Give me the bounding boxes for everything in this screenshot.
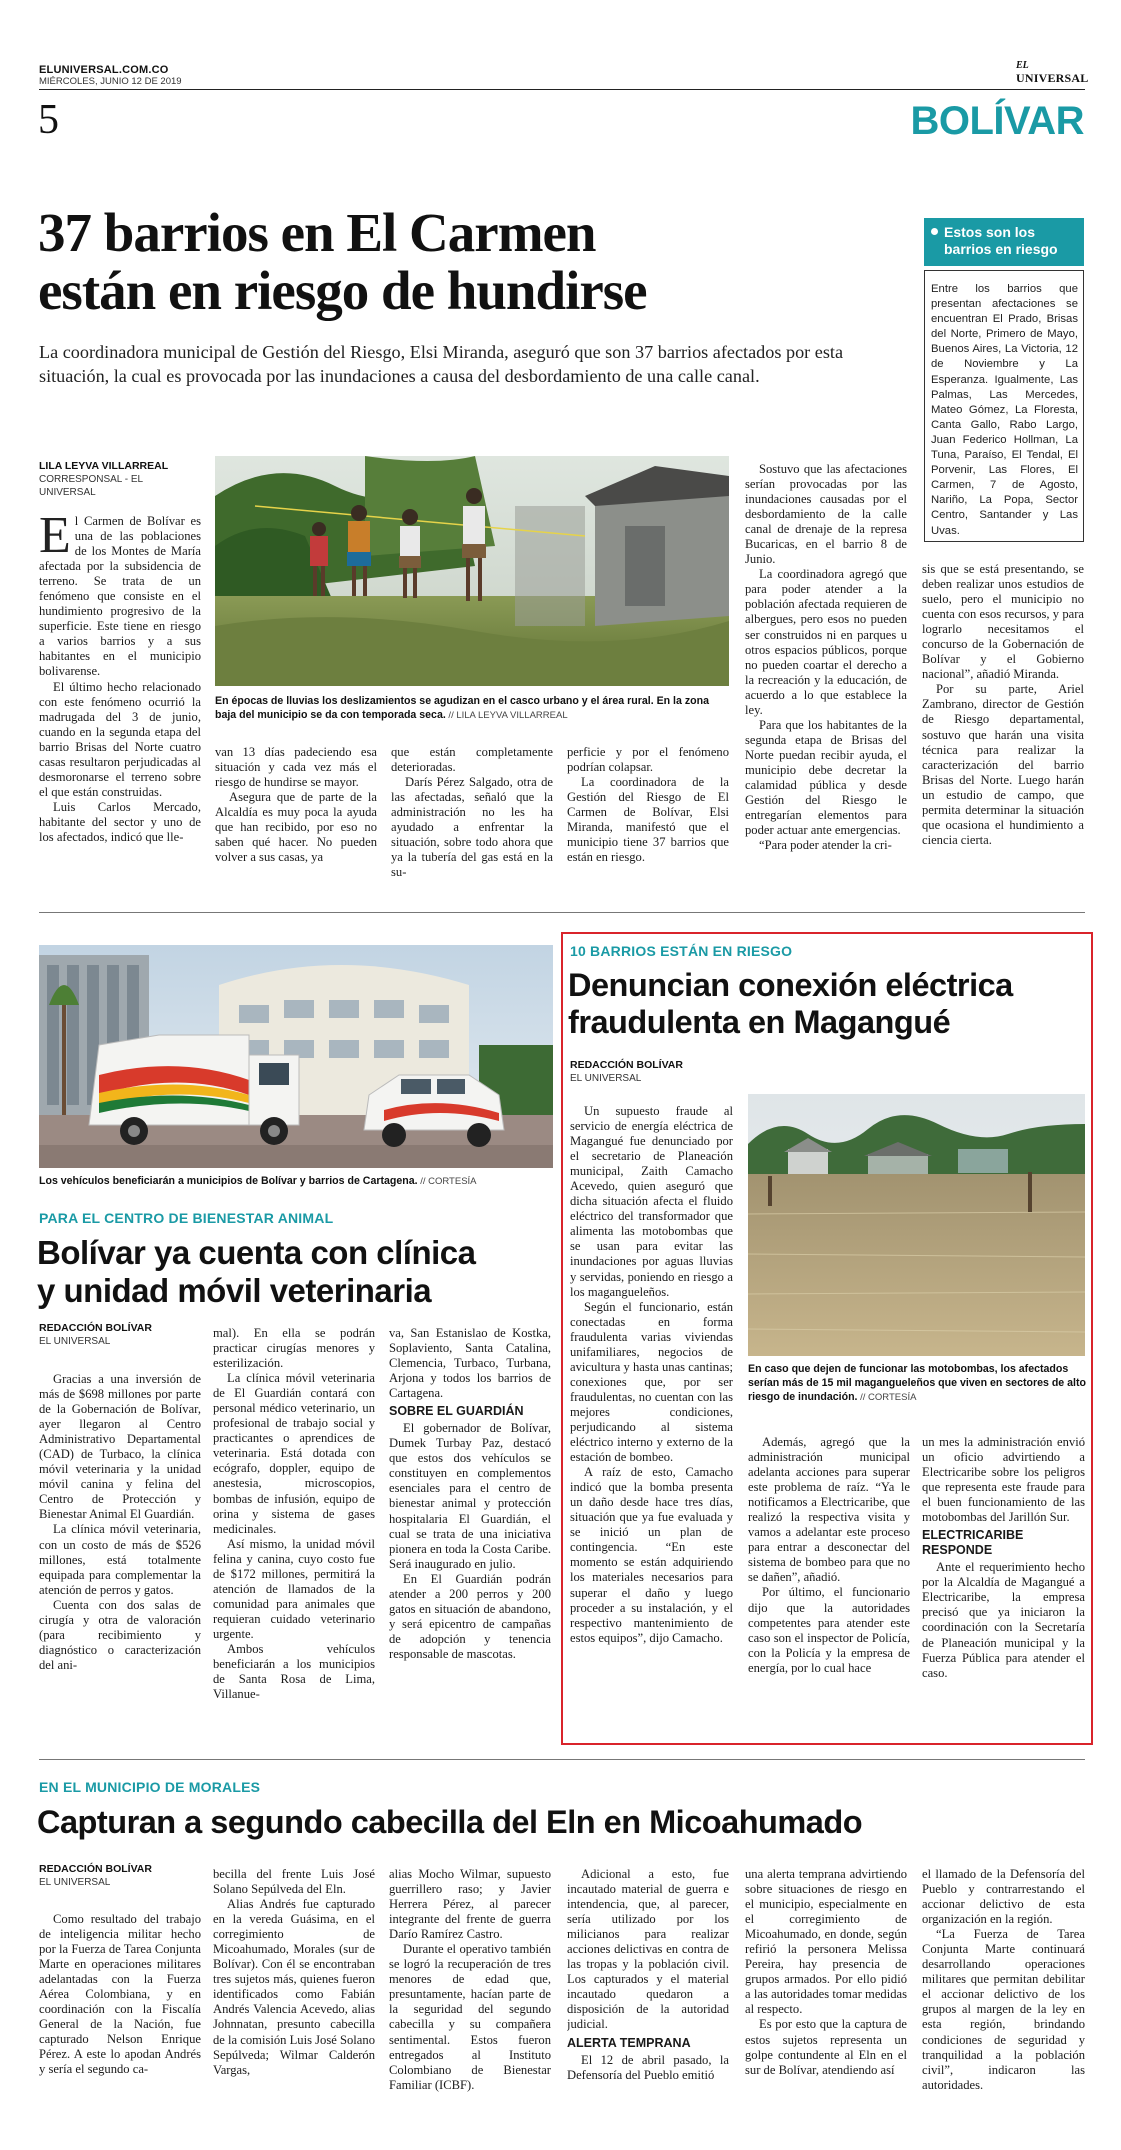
article4-headline: Capturan a segundo cabecilla del Eln en Micoahumado: [37, 1804, 863, 1840]
risk-box-title: Estos son los barrios en riesgo: [944, 224, 1058, 257]
article2-col1: Gracias a una inversión de más de $698 millones por parte de la Gobernación de Bolívar, ayer llegaron al Centro Administrativo Departamental (CAD) de Turbaco, la clínica móvil veterinaria y la unidad móvil canina y felina del Centro de Protección y Bienestar Animal El Guardián. La clínica móvil veterinaria, con un costo de más de $526 millones, está totalmente equipada para complementar la atención de perros y gatos. Cuenta con dos salas de cirugía y otra de valoración (para recibimiento y diagnóstico o caracterización del ani-: [39, 1372, 201, 1672]
risk-box-text: Entre los barrios que presentan afectaciones se encuentran El Prado, Brisas del Norte, Primero de Mayo, Buenos Aires, La Victoria, 12 de Noviembre y La Esperanza. Igualmente, Las Palmas, Las Mercedes, Mateo Gómez, La Floresta, Canta Gallo, Rabo Largo, Juan Federico Hollman, La Tuna, Paraíso, El Tendal, El Porvenir, Las Flores, El Carmen, 7 de Agosto, Nariño, La Popa, Sector Centro, Santander y Las Uvas.: [931, 283, 1078, 537]
article2-headline: Bolívar ya cuenta con clínica y unidad móvil veterinaria: [37, 1234, 476, 1309]
article3-caption: En caso que dejen de funcionar las motobombas, los afectados serían más de 15 mil magangueleños que viven en sectores de alto riesgo de inundación. // CORTESÍA: [748, 1363, 1086, 1403]
article4-col2: becilla del frente Luis José Solano Sepúlveda del Eln. Alias Andrés fue capturado en la vereda Guásima, en el corregimiento de Micoahumado, Morales (sur de Bolívar). Con él se encontraban tres sujetos más, quienes fueron identificados como Fabián Andrés Valencia Acevedo, alias Johnnatan, presunto cabecilla de la comisión Luis José Solano Sepúlveda; Wilmar Calderón Vargas,: [213, 1867, 375, 2077]
site-url[interactable]: ELUNIVERSAL.COM.CO: [39, 64, 169, 76]
brand-logo-top: EL: [1016, 60, 1029, 71]
risk-box: [924, 270, 1084, 542]
article3-kicker: 10 BARRIOS ESTÁN EN RIESGO: [570, 943, 793, 959]
article1-col3: que están completamente deterioradas. Darís Pérez Salgado, otra de las afectadas, señaló que la administración no les ha ayudado a enfrentar la situación, sobre todo ahora que ya la tubería del gas está en la su-: [391, 745, 553, 880]
brand-logo: UNIVERSAL: [1016, 71, 1089, 85]
article1-photo: [215, 456, 729, 686]
section-title: BOLÍVAR: [910, 99, 1084, 143]
article4-col6: el llamado de la Defensoría del Pueblo y contrarrestando el accionar delictivo de esta organización en la región. “La Fuerza de Tarea Conjunta Marte continuará desarrollando operaciones militares que permitan debilitar el accionar delictivo de los grupos al margen de la ley en esta región, brindando condiciones de seguridad y tranquilidad a la población civil”, indicaron las autoridades.: [922, 1867, 1085, 2092]
article3-col1: Un supuesto fraude al servicio de energía eléctrica de Magangué fue denunciado por el secretario de Planeación municipal, Zaith Camacho Acevedo, quien aseguró que dicha situación afecta el fluido eléctrico del transformador que alimenta las motobombas que se usan para evitar las inundaciones por aguas lluvias y servidas, poniendo en riesgo a los magangueleños. Según el funcionario, están conectadas en forma fraudulenta varias viviendas unifamiliares, negocios de avicultura y hasta unas cantinas; conexiones que, por ser fraudulentas, no cuentan con las mejores condiciones, perjudicando al sistema eléctrico interno y externo de la estación de bombeo. A raíz de esto, Camacho indicó que la bomba presenta un daño desde hace tres días, situación que ya fue evaluada y se inició un plan de contingencia. “En este momento se están adquiriendo los materiales necesarios para superar el daño y luego proceder a su instalación, y el respectivo mantenimiento de estos equipos”, dijo Camacho.: [570, 1104, 733, 1645]
article4-col1: Como resultado del trabajo de inteligencia militar hecho por la Fuerza de Tarea Conjunta Marte en operaciones militares adelantadas con la Fuerza Aérea Colombiana, y en coordinación con la Fiscalía General de la Nación, fue capturado Nelson Enrique Pérez. A este lo apodan Andrés y sería el segundo ca-: [39, 1912, 201, 2077]
article2-col2: mal). En ella se podrán practicar cirugías menores y esterilización. La clínica móvil veterinaria de El Guardián contará con personal médico veterinario, un profesional de trabajo social y practicantes o aprendices de veterinaria. Está dotada con ecógrafo, doppler, equipo de anestesia, microscopios, bombas de infusión, equipo de orina y sistema de gases medicinales. Así mismo, la unidad móvil felina y canina, cuyo costo fue de $172 millones, permitirá la atención de llamados de la comunidad para animales que requieran cuidado veterinario urgente. Ambos vehículos beneficiarán a los municipios de Santa Rosa de Lima, Villanue-: [213, 1326, 375, 1702]
article4-col3: alias Mocho Wilmar, supuesto guerrillero raso; y Javier Herrera Pérez, al parecer integrante del frente de guerra Darío Ramírez Castro. Durante el operativo también se logró la recuperación de tres menores de edad que, presuntamente, hacían parte de la seguridad del segundo cabecilla y su compañera sentimental. Estos fueron entregados al Instituto Colombiano de Bienestar Familiar (ICBF).: [389, 1867, 551, 2092]
article1-byline: LILA LEYVA VILLARREAL CORRESPONSAL - EL UNIVERSAL: [39, 460, 169, 498]
article1-col2: van 13 días padeciendo esa situación y cada vez más el riesgo de hundirse se mayor. Asegura que de parte de la Alcaldía es muy poca la ayuda que han recibido, por eso no saben qué hacer. No pueden volver a sus casas, ya: [215, 745, 377, 865]
article2-col3: va, San Estanislao de Kostka, Soplaviento, Santa Catalina, Clemencia, Turbaco, Turbana, Arjona y todos los barrios de Cartagena. SOBRE EL GUARDIÁN El gobernador de Bolívar, Dumek Turbay Paz, destacó que estos dos vehículos se constituyen en complementos esenciales para el centro de bienestar animal y protección hospitalaria El Guardián, el cual se trata de una iniciativa pionera en toda la Costa Caribe. Será inaugurado en julio. En El Guardián podrán atender a 200 perros y 200 gatos en situación de abandono, y será epicentro de campañas de adopción y tenencia responsable de mascotas.: [389, 1326, 551, 1661]
bullet-icon: [931, 228, 938, 235]
article3-headline: Denuncian conexión eléctrica fraudulenta en Magangué: [568, 967, 1013, 1040]
article4-kicker: EN EL MUNICIPIO DE MORALES: [39, 1779, 261, 1795]
article2-kicker: PARA EL CENTRO DE BIENESTAR ANIMAL: [39, 1210, 334, 1226]
article1-col1: El Carmen de Bolívar es una de las poblaciones de los Montes de María afectada por la subsidencia de terreno. Se trata de un fenómeno que consiste en el hundimiento progresivo de la superficie. Este tiene en riesgo a varios barrios y a sus habitantes en el municipio bolivarense. El último hecho relacionado con este fenómeno ocurrió la madrugada del 3 de junio, cuando en la segunda etapa del barrio Brisas del Norte cuatro casas resultaron perjudicadas al desmoronarse el terreno sobre el que están construidas. Luis Carlos Mercado, habitante del sector y uno de los afectados, indicó que lle-: [39, 514, 201, 844]
article1-col6: sis que se está presentando, se deben realizar unos estudios de suelo, pero el municipio no cuenta con esos recursos, y para lograrlo necesitamos el concurso de la Gobernación de Bolívar y el Gobierno nacional”, añadió Miranda. Por su parte, Ariel Zambrano, director de Gestión de Riesgo departamental, sostuvo que harán una visita técnica para realizar la caracterización del barrio Brisas del Norte. Luego harán un estudio de campo, que permita determinar la situación que ocasiona el hundimiento a ciencia cierta.: [922, 562, 1084, 847]
article1-headline: 37 barrios en El Carmen están en riesgo de hundirse: [38, 202, 647, 321]
article1-deck: La coordinadora municipal de Gestión del Riesgo, Elsi Miranda, aseguró que son 37 barrios afectados por esta situación, la cual es provocada por las inundaciones a causa del desbordamiento de una calle canal.: [39, 342, 844, 386]
article4-col4: Adicional a esto, fue incautado material de guerra e intendencia, que, al parecer, sería utilizado por los milicianos para realizar acciones delictivas en contra de las tropas y la población civil. Los capturados y el material incautado quedaron a disposición de la autoridad judicial. ALERTA TEMPRANA El 12 de abril pasado, la Defensoría del Pueblo emitió: [567, 1867, 729, 2082]
article3-byline: REDACCIÓN BOLÍVAR EL UNIVERSAL: [570, 1059, 683, 1084]
article1-col5: Sostuvo que las afectaciones serían provocadas por las inundaciones causadas por el desbordamiento de la calle canal de drenaje de la represa Bucaricas, en el barrio 8 de Junio. La coordinadora agregó que para poder atender a la población afectada requieren de albergues, pero esos no pueden ser construidos ni en parques u otros espacios públicos, porque no pueden coartar el derecho a la recreación y la educación, de acuerdo a lo que establece la ley. Para que los habitantes de la segunda etapa de Brisas del Norte puedan recibir ayuda, el municipio debe decretar la calamidad pública y desde Gestión del Riesgo le entregarían elementos para poder actuar ante emergencias. “Para poder atender la cri-: [745, 462, 907, 853]
article1-col4: perficie y por el fenómeno podrían colapsar. La coordinadora de la Gestión del Riesgo de El Carmen de Bolívar, Elsi Miranda, manifestó que el municipio tiene 37 barrios que están en riesgo.: [567, 745, 729, 865]
article3-col2: Además, agregó que la administración municipal adelanta acciones para superar este problema de raíz. “Ya le notificamos a Electricaribe, que realizó la respectiva visita y vamos a adelantar este proceso para entrar a desconectar del sistema de bombeo para que no se dañen”, añadió. Por último, el funcionario dijo que la autoridades competentes para atender este caso son el inspector de Policía, con la Policía y la empresa de energía, por lo cual hace: [748, 1435, 910, 1675]
article3-photo: [748, 1094, 1085, 1356]
page-number: 5: [38, 97, 59, 143]
article4-byline: REDACCIÓN BOLÍVAR EL UNIVERSAL: [39, 1863, 152, 1888]
risk-box-header: [924, 218, 1084, 266]
issue-date: MIÉRCOLES, JUNIO 12 DE 2019: [39, 76, 182, 87]
article3-col3: un mes la administración envió un oficio advirtiendo a Electricaribe sobre los peligros que representa este fraude para el buen funcionamiento de las motobombas del Jarillón Sur. ELECTRICARIBE RESPONDE Ante el requerimiento hecho por la Alcaldía de Magangué a Electricaribe, la empresa precisó que ya iniciaron la coordinación con la Secretaría de Planeación municipal y la Fuerza Pública para atender el caso.: [922, 1435, 1085, 1680]
article2-photo: [39, 945, 553, 1168]
article2-byline: REDACCIÓN BOLÍVAR EL UNIVERSAL: [39, 1322, 152, 1347]
article2-caption: Los vehículos beneficiarán a municipios de Bolívar y barrios de Cartagena. // CORTESÍA: [39, 1175, 477, 1187]
article1-caption: En épocas de lluvias los deslizamientos se agudizan en el casco urbano y el área rural. En la zona baja del municipio se da con temporada seca. // LILA LEYVA VILLARREAL: [215, 695, 709, 721]
article4-col5: una alerta temprana advirtiendo sobre situaciones de riesgo en el municipio, especialmente en el corregimiento de Micoahumado, en donde, según refirió la personera Melissa Pereira, hay presencia de grupos armados. Por ello pidió a las autoridades tomar medidas al respecto. Es por esto que la captura de estos sujetos representa un golpe contundente al Eln en el sur de Bolívar, atendiendo así: [745, 1867, 907, 2077]
